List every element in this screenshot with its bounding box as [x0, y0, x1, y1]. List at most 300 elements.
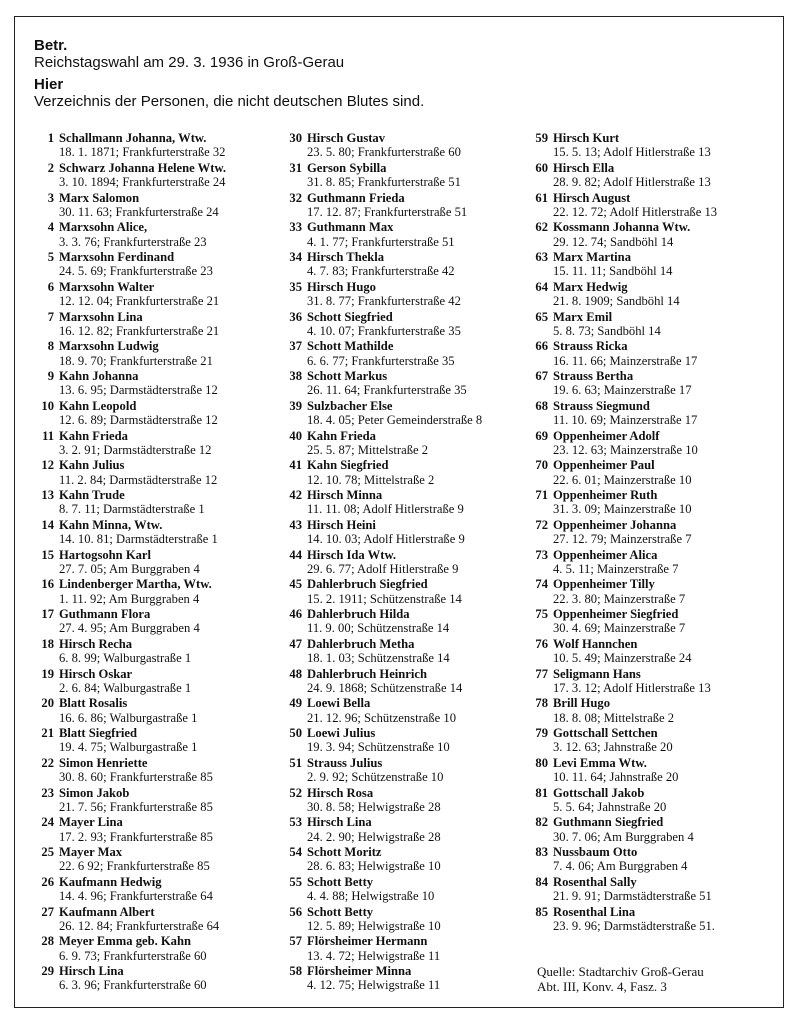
entry-name: Hirsch Gustav [307, 131, 386, 145]
list-item [528, 131, 780, 161]
entry-details: 6. 9. 73; Frankfurterstraße 60 [59, 948, 207, 963]
entry-details: 2. 9. 92; Schützenstraße 10 [307, 770, 444, 785]
entry-name: Oppenheimer Johanna [553, 517, 677, 532]
list-item [282, 548, 525, 578]
entry-name: Sulzbacher Else [307, 398, 393, 413]
entry-details: 25. 5. 87; Mittelstraße 2 [307, 442, 429, 457]
entry-number: 76 [535, 636, 548, 651]
entry-details: 21. 7. 56; Frankfurterstraße 85 [59, 799, 213, 814]
entry-details: 3. 2. 91; Darmstädterstraße 12 [59, 442, 212, 457]
entry-name: Oppenheimer Adolf [553, 428, 660, 443]
list-item [34, 756, 282, 786]
entry-details: 4. 1. 77; Frankfurterstraße 51 [307, 234, 455, 249]
entry-details: 21. 12. 96; Schützenstraße 10 [307, 710, 456, 725]
entry-number: 8 [47, 339, 54, 354]
entry-details: 6. 3. 96; Frankfurterstraße 60 [59, 978, 207, 993]
list-item [282, 191, 525, 221]
entry-number: 55 [289, 874, 302, 889]
list-item [282, 310, 525, 340]
entry-details: 16. 12. 82; Frankfurterstraße 21 [59, 323, 220, 338]
entry-number: 63 [535, 250, 548, 264]
entry-number: 53 [289, 815, 302, 830]
entry-details: 11. 2. 84; Darmstädterstraße 12 [59, 472, 218, 487]
list-item [528, 667, 780, 697]
entry-name: Gerson Sybilla [307, 160, 387, 175]
entry-details: 26. 11. 64; Frankfurterstraße 35 [307, 383, 467, 398]
entry-number: 70 [535, 458, 548, 473]
entry-number: 62 [535, 220, 548, 235]
entry-details: 27. 4. 95; Am Burggraben 4 [59, 621, 200, 636]
list-item [34, 399, 282, 429]
list-item [528, 310, 780, 340]
entry-details: 5. 5. 64; Jahnstraße 20 [553, 799, 667, 814]
list-item [34, 637, 282, 667]
entry-details: 3. 10. 1894; Frankfurterstraße 24 [59, 175, 226, 190]
entry-number: 19 [41, 666, 54, 681]
entry-details: 3. 3. 76; Frankfurterstraße 23 [59, 234, 207, 249]
entry-details: 30. 11. 63; Frankfurterstraße 24 [59, 204, 219, 219]
entry-number: 49 [289, 696, 302, 711]
list-item [34, 518, 282, 548]
entry-details: 10. 5. 49; Mainzerstraße 24 [553, 651, 692, 666]
list-item [34, 875, 282, 905]
entry-name: Lindenberger Martha, Wtw. [59, 577, 212, 592]
entry-name: Hirsch Recha [59, 636, 133, 651]
entry-details: 30. 7. 06; Am Burggraben 4 [553, 829, 694, 844]
entry-details: 4. 10. 07; Frankfurterstraße 35 [307, 323, 461, 338]
entry-name: Rosenthal Sally [553, 874, 637, 889]
entry-name: Marx Martina [553, 250, 631, 264]
list-item [528, 577, 780, 607]
entry-name: Hirsch Rosa [307, 785, 374, 800]
entry-name: Kaufmann Hedwig [59, 874, 162, 889]
list-item [282, 220, 525, 250]
entry-name: Rosenthal Lina [553, 904, 636, 919]
entry-details: 3. 12. 63; Jahnstraße 20 [553, 740, 673, 755]
entry-number: 11 [42, 428, 54, 443]
entry-name: Kahn Siegfried [307, 458, 389, 473]
list-item [282, 934, 525, 964]
entry-name: Oppenheimer Siegfried [553, 607, 679, 621]
list-item [282, 875, 525, 905]
list-column-2 [282, 131, 525, 994]
entry-name: Simon Henriette [59, 755, 148, 770]
list-item [528, 429, 780, 459]
entry-details: 4. 5. 11; Mainzerstraße 7 [553, 561, 679, 576]
entry-name: Hirsch Ida Wtw. [307, 547, 396, 562]
list-column-3 [528, 131, 780, 934]
entry-details: 15. 11. 11; Sandböhl 14 [553, 264, 673, 279]
list-item [282, 637, 525, 667]
entry-name: Oppenheimer Ruth [553, 488, 658, 502]
list-item [282, 815, 525, 845]
list-item [34, 667, 282, 697]
list-item [34, 250, 282, 280]
source-line-1: Quelle: Stadtarchiv Groß-Gerau [537, 964, 704, 979]
entry-number: 29 [41, 964, 54, 978]
entry-details: 17. 3. 12; Adolf Hitlerstraße 13 [553, 680, 711, 695]
entry-details: 22. 3. 80; Mainzerstraße 7 [553, 591, 686, 606]
entry-name: Loewi Bella [307, 696, 371, 711]
list-item [528, 161, 780, 191]
entry-details: 1. 11. 92; Am Burggraben 4 [59, 591, 200, 606]
document-header [34, 38, 424, 111]
entry-number: 83 [535, 845, 548, 859]
entry-name: Dahlerbruch Hilda [307, 607, 410, 621]
entry-name: Marxsohn Ferdinand [59, 250, 175, 264]
list-item [528, 250, 780, 280]
entry-number: 51 [289, 755, 302, 770]
list-item [34, 607, 282, 637]
entry-name: Flörsheimer Minna [307, 964, 412, 978]
entry-name: Hirsch Kurt [553, 131, 620, 145]
entry-number: 26 [41, 874, 54, 889]
entry-name: Dahlerbruch Metha [307, 636, 415, 651]
entry-details: 16. 6. 86; Walburgastraße 1 [59, 710, 198, 725]
entry-details: 30. 4. 69; Mainzerstraße 7 [553, 621, 686, 636]
entry-number: 73 [535, 547, 548, 562]
entry-name: Hirsch Ella [553, 160, 615, 175]
entry-number: 52 [289, 785, 302, 800]
entry-details: 27. 12. 79; Mainzerstraße 7 [553, 532, 692, 547]
list-item [34, 548, 282, 578]
list-item [34, 131, 282, 161]
entry-details: 17. 12. 87; Frankfurterstraße 51 [307, 204, 468, 219]
entry-name: Mayer Max [59, 845, 123, 859]
list-item [34, 815, 282, 845]
entry-details: 11. 10. 69; Mainzerstraße 17 [553, 413, 698, 428]
subject-text: Reichstagswahl am 29. 3. 1936 in Groß-Gerau [34, 54, 345, 71]
entry-number: 20 [41, 696, 54, 711]
entry-name: Kahn Trude [59, 488, 125, 502]
entry-details: 31. 8. 85; Frankfurterstraße 51 [307, 175, 461, 190]
entry-name: Blatt Rosalis [59, 696, 128, 711]
entry-name: Blatt Siegfried [59, 726, 137, 740]
entry-name: Kossmann Johanna Wtw. [553, 220, 691, 235]
entry-details: 24. 5. 69; Frankfurterstraße 23 [59, 264, 213, 279]
entry-name: Schott Betty [307, 874, 374, 889]
entry-number: 18 [41, 636, 54, 651]
here-label: Hier [34, 76, 64, 93]
entry-name: Hirsch August [553, 190, 631, 205]
entry-name: Marx Hedwig [553, 279, 628, 294]
entry-name: Hartogsohn Karl [59, 547, 152, 562]
entry-number: 65 [535, 309, 548, 324]
list-item [282, 756, 525, 786]
entry-details: 12. 12. 04; Frankfurterstraße 21 [59, 294, 220, 309]
entry-number: 41 [289, 458, 302, 473]
list-item [528, 756, 780, 786]
entry-details: 18. 1. 1871; Frankfurterstraße 32 [59, 145, 226, 160]
entry-number: 57 [289, 934, 302, 949]
entry-name: Loewi Julius [307, 726, 376, 740]
entry-name: Brill Hugo [553, 696, 611, 711]
entry-details: 8. 7. 11; Darmstädterstraße 1 [59, 502, 205, 517]
entry-number: 81 [535, 785, 548, 800]
entry-name: Kahn Johanna [59, 369, 139, 383]
entry-number: 35 [289, 279, 302, 294]
entry-number: 64 [535, 279, 548, 294]
list-item [34, 577, 282, 607]
entry-details: 4. 7. 83; Frankfurterstraße 42 [307, 264, 455, 279]
entry-number: 16 [41, 577, 54, 592]
list-item [528, 220, 780, 250]
entry-name: Schott Siegfried [307, 309, 393, 324]
entry-name: Hirsch Oskar [59, 666, 133, 681]
list-item [528, 786, 780, 816]
entry-details: 30. 8. 60; Frankfurterstraße 85 [59, 770, 213, 785]
entry-details: 4. 12. 75; Helwigstraße 11 [307, 978, 441, 993]
entry-name: Guthmann Siegfried [553, 815, 664, 830]
entry-number: 60 [535, 160, 548, 175]
list-item [282, 488, 525, 518]
list-item [282, 905, 525, 935]
list-item [34, 161, 282, 191]
entry-name: Strauss Bertha [553, 369, 634, 383]
entry-name: Hirsch Heini [307, 517, 376, 532]
entry-details: 28. 6. 83; Helwigstraße 10 [307, 859, 441, 874]
entry-number: 47 [289, 636, 302, 651]
entry-name: Flörsheimer Hermann [307, 934, 428, 949]
list-item [282, 369, 525, 399]
here-text: Verzeichnis der Personen, die nicht deutschen Blutes sind. [34, 93, 425, 110]
entry-details: 19. 4. 75; Walburgastraße 1 [59, 740, 198, 755]
entry-number: 82 [535, 815, 548, 830]
entry-name: Marxsohn Alice, [59, 220, 148, 235]
entry-number: 3 [47, 190, 54, 205]
entry-name: Gottschall Jakob [553, 785, 645, 800]
entry-name: Kahn Leopold [59, 398, 137, 413]
entry-details: 15. 5. 13; Adolf Hitlerstraße 13 [553, 145, 711, 160]
entry-number: 7 [47, 309, 54, 324]
entry-number: 15 [41, 547, 54, 562]
entry-details: 12. 10. 78; Mittelstraße 2 [307, 472, 435, 487]
entry-details: 14. 10. 81; Darmstädterstraße 1 [59, 532, 218, 547]
entry-number: 22 [41, 755, 54, 770]
entry-number: 37 [289, 339, 302, 354]
entry-number: 50 [289, 726, 302, 740]
list-item [282, 696, 525, 726]
entry-details: 28. 9. 82; Adolf Hitlerstraße 13 [553, 175, 711, 190]
entry-name: Meyer Emma geb. Kahn [59, 934, 191, 949]
list-item [34, 339, 282, 369]
entry-number: 36 [289, 309, 302, 324]
entry-name: Strauss Siegmund [553, 398, 650, 413]
entry-number: 85 [535, 904, 548, 919]
list-item [282, 726, 525, 756]
list-item [528, 637, 780, 667]
entry-name: Marxsohn Walter [59, 279, 155, 294]
entry-details: 13. 6. 95; Darmstädterstraße 12 [59, 383, 218, 398]
list-item [282, 250, 525, 280]
entry-number: 72 [535, 517, 548, 532]
entry-number: 78 [535, 696, 548, 711]
list-item [282, 131, 525, 161]
entry-number: 84 [535, 874, 548, 889]
entry-name: Kahn Frieda [59, 428, 128, 443]
entry-number: 75 [535, 607, 548, 621]
entry-details: 19. 3. 94; Schützenstraße 10 [307, 740, 450, 755]
entry-name: Hirsch Lina [307, 815, 372, 830]
entry-name: Schott Betty [307, 904, 374, 919]
entry-details: 6. 8. 99; Walburgastraße 1 [59, 651, 192, 666]
subject-label: Betr. [34, 37, 68, 54]
entry-name: Marx Emil [553, 309, 613, 324]
entry-number: 23 [41, 785, 54, 800]
entry-number: 38 [289, 369, 302, 383]
entry-details: 14. 10. 03; Adolf Hitlerstraße 9 [307, 532, 465, 547]
list-item [528, 845, 780, 875]
list-item [282, 786, 525, 816]
entry-number: 10 [41, 398, 54, 413]
entry-name: Kahn Frieda [307, 428, 376, 443]
entry-name: Levi Emma Wtw. [553, 755, 647, 770]
entry-details: 18. 8. 08; Mittelstraße 2 [553, 710, 675, 725]
entry-number: 56 [289, 904, 302, 919]
entry-details: 18. 9. 70; Frankfurterstraße 21 [59, 353, 213, 368]
entry-number: 31 [289, 160, 302, 175]
list-item [34, 191, 282, 221]
list-item [528, 607, 780, 637]
entry-name: Schott Mathilde [307, 339, 394, 354]
entry-number: 40 [289, 428, 302, 443]
list-item [34, 905, 282, 935]
list-item [282, 964, 525, 994]
entry-details: 6. 6. 77; Frankfurterstraße 35 [307, 353, 455, 368]
entry-number: 14 [41, 517, 54, 532]
entry-number: 59 [535, 131, 548, 145]
entry-name: Strauss Ricka [553, 339, 628, 354]
entry-name: Hirsch Thekla [307, 250, 385, 264]
list-item [528, 726, 780, 756]
entry-name: Schallmann Johanna, Wtw. [59, 131, 207, 145]
list-item [34, 369, 282, 399]
list-item [34, 280, 282, 310]
entry-details: 23. 5. 80; Frankfurterstraße 60 [307, 145, 461, 160]
entry-name: Mayer Lina [59, 815, 123, 830]
entry-details: 27. 7. 05; Am Burggraben 4 [59, 561, 200, 576]
source-note [537, 964, 704, 994]
list-item [282, 518, 525, 548]
list-item [528, 399, 780, 429]
list-item [528, 369, 780, 399]
entry-number: 44 [289, 547, 302, 562]
entry-name: Schwarz Johanna Helene Wtw. [59, 160, 226, 175]
list-item [282, 667, 525, 697]
entry-number: 43 [289, 517, 302, 532]
list-item [282, 845, 525, 875]
entry-name: Dahlerbruch Siegfried [307, 577, 428, 592]
entry-name: Marx Salomon [59, 190, 140, 205]
list-item [34, 786, 282, 816]
entry-details: 24. 2. 90; Helwigstraße 28 [307, 829, 441, 844]
list-item [34, 964, 282, 994]
entry-details: 22. 6. 01; Mainzerstraße 10 [553, 472, 692, 487]
entry-name: Guthmann Frieda [307, 190, 405, 205]
entry-name: Marxsohn Lina [59, 309, 143, 324]
entry-number: 5 [47, 250, 54, 264]
entry-name: Simon Jakob [59, 785, 130, 800]
entry-details: 7. 4. 06; Am Burggraben 4 [553, 859, 688, 874]
entry-number: 42 [289, 488, 302, 502]
entry-details: 29. 6. 77; Adolf Hitlerstraße 9 [307, 561, 459, 576]
entry-number: 9 [47, 369, 54, 383]
list-item [34, 726, 282, 756]
list-item [34, 934, 282, 964]
entry-details: 11. 11. 08; Adolf Hitlerstraße 9 [307, 502, 464, 517]
entry-number: 48 [289, 666, 302, 681]
list-item [34, 220, 282, 250]
entry-details: 19. 6. 63; Mainzerstraße 17 [553, 383, 692, 398]
entry-details: 4. 4. 88; Helwigstraße 10 [307, 889, 435, 904]
list-item [282, 161, 525, 191]
entry-number: 27 [41, 904, 54, 919]
entry-name: Schott Moritz [307, 845, 382, 859]
entry-details: 29. 12. 74; Sandböhl 14 [553, 234, 674, 249]
entry-number: 66 [535, 339, 548, 354]
entry-details: 23. 12. 63; Mainzerstraße 10 [553, 442, 698, 457]
entry-details: 12. 5. 89; Helwigstraße 10 [307, 918, 441, 933]
entry-number: 67 [535, 369, 548, 383]
entry-name: Hirsch Hugo [307, 279, 376, 294]
entry-details: 2. 6. 84; Walburgastraße 1 [59, 680, 192, 695]
list-item [282, 458, 525, 488]
entry-number: 32 [289, 190, 302, 205]
entry-details: 31. 3. 09; Mainzerstraße 10 [553, 502, 692, 517]
entry-name: Hirsch Lina [59, 964, 124, 978]
entry-details: 22. 12. 72; Adolf Hitlerstraße 13 [553, 204, 718, 219]
entry-name: Marxsohn Ludwig [59, 339, 159, 354]
list-item [34, 429, 282, 459]
entry-name: Dahlerbruch Heinrich [307, 666, 427, 681]
list-item [528, 548, 780, 578]
list-item [34, 458, 282, 488]
entry-details: 17. 2. 93; Frankfurterstraße 85 [59, 829, 213, 844]
entry-number: 69 [535, 428, 548, 443]
entry-details: 31. 8. 77; Frankfurterstraße 42 [307, 294, 461, 309]
entry-number: 45 [289, 577, 302, 592]
entry-number: 30 [289, 131, 302, 145]
entry-details: 16. 11. 66; Mainzerstraße 17 [553, 353, 698, 368]
list-item [282, 429, 525, 459]
list-item [528, 905, 780, 935]
entry-name: Wolf Hannchen [553, 636, 638, 651]
entry-number: 24 [41, 815, 54, 830]
entry-details: 18. 4. 05; Peter Gemeinderstraße 8 [307, 413, 483, 428]
list-item [528, 815, 780, 845]
entry-number: 77 [535, 666, 548, 681]
list-item [34, 310, 282, 340]
entry-details: 30. 8. 58; Helwigstraße 28 [307, 799, 441, 814]
entry-name: Schott Markus [307, 369, 388, 383]
list-item [282, 339, 525, 369]
entry-number: 13 [41, 488, 54, 502]
entry-number: 74 [535, 577, 548, 592]
entry-name: Kaufmann Albert [59, 904, 155, 919]
list-item [528, 696, 780, 726]
entry-number: 12 [41, 458, 54, 473]
list-item [528, 458, 780, 488]
entry-number: 21 [41, 726, 54, 740]
list-column-1 [34, 131, 282, 994]
entry-details: 15. 2. 1911; Schützenstraße 14 [307, 591, 462, 606]
entry-number: 58 [289, 964, 302, 978]
entry-number: 4 [47, 220, 54, 235]
list-item [282, 607, 525, 637]
entry-details: 21. 8. 1909; Sandböhl 14 [553, 294, 680, 309]
entry-details: 24. 9. 1868; Schützenstraße 14 [307, 680, 463, 695]
entry-number: 28 [41, 934, 54, 949]
